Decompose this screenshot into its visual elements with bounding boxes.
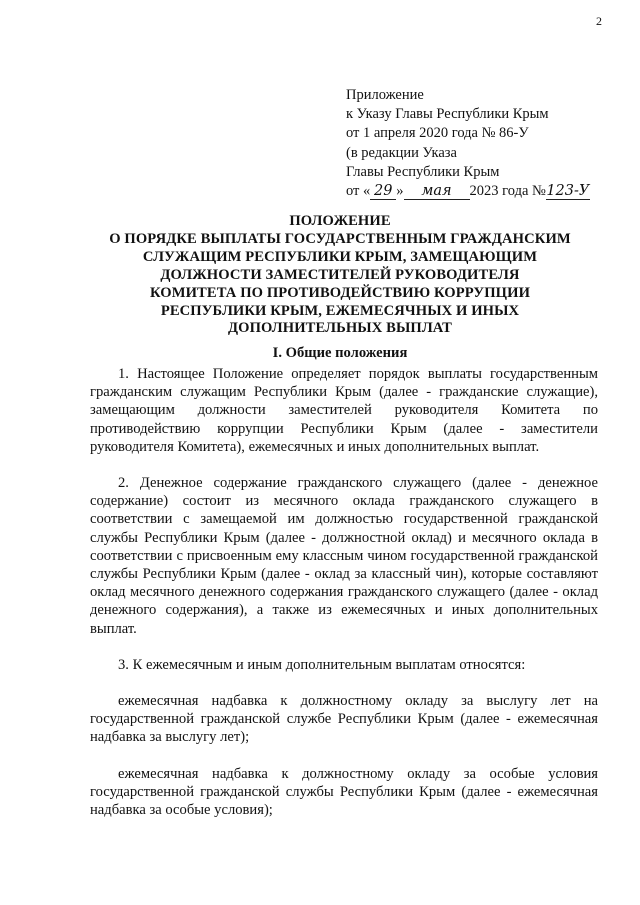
date-prefix: от «: [346, 183, 371, 200]
appendix-line-1: Приложение: [346, 87, 424, 103]
title-line: СЛУЖАЩИМ РЕСПУБЛИКИ КРЫМ, ЗАМЕЩАЮЩИМ: [142, 248, 538, 265]
title-line: ДОПОЛНИТЕЛЬНЫХ ВЫПЛАТ: [228, 320, 452, 337]
handwritten-month: мая: [404, 184, 470, 200]
appendix-block: [346, 86, 590, 201]
title-line: ПОЛОЖЕНИЕ: [289, 213, 391, 229]
list-item: ежемесячная надбавка к должностному окладу за особые условия государственной гражданской службы Республики Крым (далее - ежемесячная надбавка за особые условия);: [90, 765, 598, 819]
appendix-line-5: Главы Республики Крым: [346, 163, 500, 180]
handwritten-decree-number: 123-У: [546, 183, 590, 200]
list-item: ежемесячная надбавка к должностному окладу за выслугу лет на государственной гражданской службе Республики Крым (далее - ежемесячная надбавка за выслугу лет);: [90, 693, 598, 746]
paragraph-3: 3. К ежемесячным и иным дополнительным выплатам относятся:: [118, 656, 526, 673]
document-title: [80, 213, 600, 338]
appendix-line-2: к Указу Главы Республики Крым: [346, 106, 549, 123]
paragraph-1: 1. Настоящее Положение определяет порядок выплаты государственным гражданским служащим Республики Крым (далее - гражданские служащие), замещающим должности заместителей руководителя Комитета по противодействию коррупции Республики Крым (далее - заместители руководителя Комитета), ежемесячных и иных дополнительных выплат.: [90, 366, 598, 455]
title-line: РЕСПУБЛИКИ КРЫМ, ЕЖЕМЕСЯЧНЫХ И ИНЫХ: [160, 302, 520, 319]
appendix-line-4: (в редакции Указа: [346, 144, 457, 161]
appendix-date-line: [346, 182, 590, 201]
title-line: ДОЛЖНОСТИ ЗАМЕСТИТЕЛЕЙ РУКОВОДИТЕЛЯ: [160, 266, 520, 283]
page-number: 2: [596, 14, 602, 28]
section-heading: I. Общие положения: [272, 345, 408, 361]
date-mid: »: [396, 183, 404, 200]
appendix-line-3: от 1 апреля 2020 года № 86-У: [346, 125, 529, 142]
title-line: КОМИТЕТА ПО ПРОТИВОДЕЙСТВИЮ КОРРУПЦИИ: [149, 284, 531, 301]
year-text: 2023 года №: [469, 183, 546, 200]
document-body: [90, 365, 598, 837]
paragraph-2: 2. Денежное содержание гражданского служащего (далее - денежное содержание) состоит из месячного оклада гражданского служащего в соответствии с замещаемой им должностью государственной гражданской службы Республики Крым (далее - должностной оклад) и месячного оклада в соответствии с присвоенным ему классным чином государственной гражданской службы Республики Крым (далее - оклад за классный чин), которые составляют оклад месячного денежного содержания гражданского служащего (далее - оклад денежного содержания), а также из ежемесячных и иных дополнительных выплат.: [90, 475, 598, 637]
handwritten-day: 29: [370, 184, 396, 200]
title-line: О ПОРЯДКЕ ВЫПЛАТЫ ГОСУДАРСТВЕННЫМ ГРАЖДАНСКИМ: [109, 230, 571, 247]
